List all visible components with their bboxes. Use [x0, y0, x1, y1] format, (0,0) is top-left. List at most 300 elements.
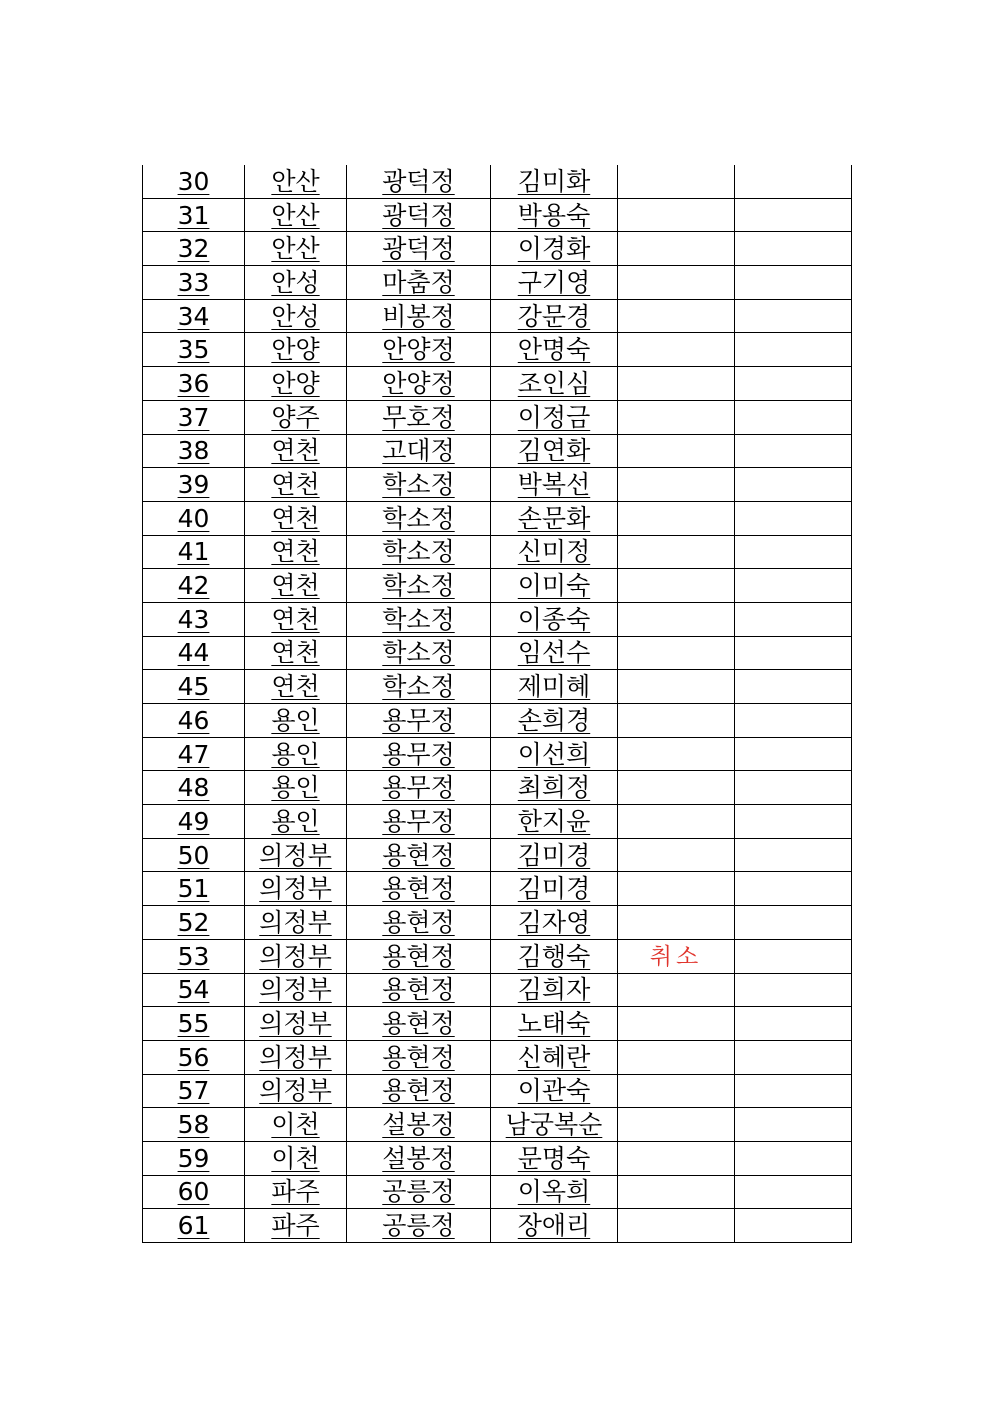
region-cell [245, 737, 347, 771]
member-name-text: 박용숙 [517, 200, 591, 230]
group-cell [347, 670, 491, 704]
blank-cell [735, 569, 852, 603]
blank-cell [735, 771, 852, 805]
member-name-cell [491, 569, 618, 603]
row-number-cell [143, 367, 245, 401]
table-row [143, 165, 852, 198]
row-number-text: 34 [177, 301, 210, 331]
row-number-cell [143, 1007, 245, 1041]
group-cell [347, 367, 491, 401]
note-cell [618, 973, 735, 1007]
group-cell [347, 299, 491, 333]
blank-cell [735, 838, 852, 872]
region-cell [245, 232, 347, 266]
row-number-text: 48 [177, 773, 210, 803]
member-name-cell [491, 636, 618, 670]
group-cell [347, 1175, 491, 1209]
group-text: 학소정 [382, 604, 455, 634]
member-name-cell [491, 1007, 618, 1041]
group-text: 용현정 [382, 941, 455, 971]
note-cell [618, 737, 735, 771]
blank-cell [735, 400, 852, 434]
group-cell [347, 906, 491, 940]
row-number-cell [143, 1141, 245, 1175]
member-name-cell [491, 939, 618, 973]
region-text: 의정부 [259, 1076, 332, 1106]
group-text: 용무정 [382, 773, 455, 803]
row-number-text: 30 [177, 166, 210, 196]
region-cell [245, 333, 347, 367]
note-cell [618, 569, 735, 603]
table-row [143, 535, 852, 569]
region-text: 안산 [271, 200, 320, 230]
table-row [143, 906, 852, 940]
table-row [143, 939, 852, 973]
blank-cell [735, 670, 852, 704]
region-cell [245, 602, 347, 636]
group-cell [347, 771, 491, 805]
member-name-cell [491, 333, 618, 367]
group-cell [347, 1040, 491, 1074]
table-row [143, 434, 852, 468]
note-cell [618, 872, 735, 906]
member-name-text: 이관숙 [517, 1076, 591, 1106]
table-row [143, 1040, 852, 1074]
row-number-cell [143, 198, 245, 232]
note-cell [618, 299, 735, 333]
member-name-text: 강문경 [517, 301, 591, 331]
member-name-text: 이선희 [517, 739, 591, 769]
row-number-cell [143, 1074, 245, 1108]
row-number-text: 55 [177, 1009, 210, 1039]
region-cell [245, 1007, 347, 1041]
group-text: 용현정 [382, 840, 455, 870]
row-number-text: 60 [177, 1177, 210, 1207]
table-row [143, 704, 852, 738]
member-name-cell [491, 535, 618, 569]
region-text: 용인 [271, 806, 320, 836]
group-cell [347, 434, 491, 468]
group-cell [347, 400, 491, 434]
row-number-cell [143, 838, 245, 872]
roster-body [143, 165, 852, 1243]
region-cell [245, 906, 347, 940]
row-number-text: 43 [177, 604, 210, 634]
row-number-text: 59 [177, 1143, 210, 1173]
note-text: 취소 [649, 944, 703, 971]
group-cell [347, 165, 491, 198]
row-number-cell [143, 906, 245, 940]
member-name-cell [491, 232, 618, 266]
group-cell [347, 333, 491, 367]
row-number-cell [143, 333, 245, 367]
region-cell [245, 165, 347, 198]
note-cell [618, 1074, 735, 1108]
blank-cell [735, 1209, 852, 1243]
table-row [143, 468, 852, 502]
blank-cell [735, 468, 852, 502]
member-name-text: 이옥희 [517, 1177, 591, 1207]
member-name-cell [491, 906, 618, 940]
member-name-cell [491, 367, 618, 401]
region-text: 파주 [271, 1211, 320, 1241]
table-row [143, 1175, 852, 1209]
blank-cell [735, 535, 852, 569]
region-cell [245, 805, 347, 839]
group-cell [347, 198, 491, 232]
member-name-text: 손희경 [517, 705, 591, 735]
member-name-text: 김미화 [517, 166, 591, 196]
region-text: 안성 [271, 267, 320, 297]
row-number-cell [143, 535, 245, 569]
region-cell [245, 973, 347, 1007]
region-text: 용인 [271, 773, 320, 803]
group-cell [347, 468, 491, 502]
region-cell [245, 1040, 347, 1074]
blank-cell [735, 266, 852, 300]
blank-cell [735, 704, 852, 738]
group-text: 광덕정 [382, 234, 455, 264]
region-cell [245, 535, 347, 569]
table-row [143, 1141, 852, 1175]
row-number-text: 61 [177, 1211, 210, 1241]
region-text: 연천 [271, 537, 320, 567]
row-number-text: 36 [177, 368, 210, 398]
note-cell [618, 165, 735, 198]
region-text: 연천 [271, 436, 320, 466]
group-cell [347, 1108, 491, 1142]
region-text: 연천 [271, 470, 320, 500]
member-name-cell [491, 165, 618, 198]
note-cell [618, 939, 735, 973]
table-row [143, 367, 852, 401]
row-number-text: 53 [177, 941, 210, 971]
group-text: 용무정 [382, 739, 455, 769]
note-cell [618, 434, 735, 468]
member-name-text: 이미숙 [517, 571, 591, 601]
member-name-text: 손문화 [517, 503, 591, 533]
row-number-text: 56 [177, 1042, 210, 1072]
member-name-text: 남궁복순 [505, 1110, 603, 1140]
region-cell [245, 367, 347, 401]
row-number-cell [143, 434, 245, 468]
note-cell [618, 636, 735, 670]
blank-cell [735, 973, 852, 1007]
row-number-text: 39 [177, 470, 210, 500]
member-name-text: 조인심 [517, 368, 591, 398]
blank-cell [735, 367, 852, 401]
note-cell [618, 602, 735, 636]
member-name-text: 노태숙 [517, 1009, 591, 1039]
note-cell [618, 1175, 735, 1209]
table-row [143, 1074, 852, 1108]
row-number-text: 58 [177, 1110, 210, 1140]
row-number-text: 50 [177, 840, 210, 870]
group-text: 용현정 [382, 975, 455, 1005]
region-text: 용인 [271, 705, 320, 735]
blank-cell [735, 165, 852, 198]
group-cell [347, 1007, 491, 1041]
row-number-text: 33 [177, 267, 210, 297]
member-name-cell [491, 468, 618, 502]
table-row [143, 636, 852, 670]
member-name-cell [491, 838, 618, 872]
row-number-cell [143, 569, 245, 603]
region-cell [245, 838, 347, 872]
group-text: 안양정 [382, 368, 455, 398]
table-row [143, 737, 852, 771]
table-row [143, 872, 852, 906]
region-text: 연천 [271, 638, 320, 668]
member-name-cell [491, 266, 618, 300]
blank-cell [735, 1175, 852, 1209]
region-cell [245, 771, 347, 805]
table-row [143, 198, 852, 232]
note-cell [618, 400, 735, 434]
region-cell [245, 198, 347, 232]
region-text: 이천 [271, 1110, 320, 1140]
group-cell [347, 232, 491, 266]
row-number-cell [143, 602, 245, 636]
group-text: 무호정 [382, 402, 455, 432]
row-number-text: 31 [177, 200, 210, 230]
group-cell [347, 973, 491, 1007]
group-text: 공릉정 [382, 1177, 455, 1207]
table-row [143, 266, 852, 300]
region-text: 용인 [271, 739, 320, 769]
group-cell [347, 266, 491, 300]
roster-table [142, 165, 852, 1243]
member-name-text: 신혜란 [517, 1042, 591, 1072]
group-cell [347, 501, 491, 535]
group-cell [347, 602, 491, 636]
note-cell [618, 198, 735, 232]
region-cell [245, 569, 347, 603]
row-number-text: 38 [177, 436, 210, 466]
row-number-text: 37 [177, 402, 210, 432]
group-text: 고대정 [382, 436, 455, 466]
blank-cell [735, 805, 852, 839]
note-cell [618, 838, 735, 872]
group-text: 마춤정 [382, 267, 455, 297]
group-cell [347, 939, 491, 973]
row-number-cell [143, 636, 245, 670]
region-cell [245, 1141, 347, 1175]
row-number-text: 44 [177, 638, 210, 668]
region-text: 연천 [271, 571, 320, 601]
row-number-cell [143, 266, 245, 300]
group-cell [347, 704, 491, 738]
group-text: 용현정 [382, 1009, 455, 1039]
region-text: 의정부 [259, 874, 332, 904]
table-row [143, 569, 852, 603]
member-name-cell [491, 434, 618, 468]
blank-cell [735, 602, 852, 636]
region-text: 양주 [271, 402, 320, 432]
group-text: 용현정 [382, 1042, 455, 1072]
row-number-cell [143, 1175, 245, 1209]
region-cell [245, 468, 347, 502]
member-name-cell [491, 670, 618, 704]
region-cell [245, 434, 347, 468]
blank-cell [735, 434, 852, 468]
group-text: 용현정 [382, 874, 455, 904]
row-number-text: 42 [177, 571, 210, 601]
row-number-text: 45 [177, 672, 210, 702]
group-cell [347, 1141, 491, 1175]
row-number-cell [143, 1209, 245, 1243]
note-cell [618, 704, 735, 738]
member-name-text: 신미정 [517, 537, 591, 567]
note-cell [618, 805, 735, 839]
row-number-cell [143, 1040, 245, 1074]
row-number-cell [143, 468, 245, 502]
member-name-cell [491, 704, 618, 738]
region-text: 의정부 [259, 907, 332, 937]
table-row [143, 602, 852, 636]
table-row [143, 333, 852, 367]
region-text: 의정부 [259, 840, 332, 870]
group-text: 용현정 [382, 1076, 455, 1106]
member-name-cell [491, 1108, 618, 1142]
table-row [143, 973, 852, 1007]
region-cell [245, 872, 347, 906]
note-cell [618, 266, 735, 300]
member-name-cell [491, 198, 618, 232]
note-cell [618, 1108, 735, 1142]
group-text: 안양정 [382, 335, 455, 365]
row-number-text: 40 [177, 503, 210, 533]
blank-cell [735, 1007, 852, 1041]
table-row [143, 670, 852, 704]
member-name-text: 이종숙 [517, 604, 591, 634]
member-name-cell [491, 973, 618, 1007]
row-number-cell [143, 670, 245, 704]
member-name-text: 한지윤 [517, 806, 591, 836]
note-cell [618, 535, 735, 569]
region-text: 안성 [271, 301, 320, 331]
group-cell [347, 872, 491, 906]
table-row [143, 1007, 852, 1041]
group-cell [347, 805, 491, 839]
note-cell [618, 670, 735, 704]
region-text: 의정부 [259, 1042, 332, 1072]
group-cell [347, 569, 491, 603]
member-name-cell [491, 805, 618, 839]
row-number-text: 54 [177, 975, 210, 1005]
note-cell [618, 367, 735, 401]
table-row [143, 299, 852, 333]
group-text: 공릉정 [382, 1211, 455, 1241]
group-text: 학소정 [382, 470, 455, 500]
region-text: 연천 [271, 604, 320, 634]
row-number-cell [143, 299, 245, 333]
region-text: 의정부 [259, 1009, 332, 1039]
region-text: 이천 [271, 1143, 320, 1173]
member-name-text: 장애리 [517, 1211, 591, 1241]
note-cell [618, 906, 735, 940]
region-text: 의정부 [259, 975, 332, 1005]
member-name-text: 김미경 [517, 874, 591, 904]
group-text: 학소정 [382, 571, 455, 601]
region-cell [245, 670, 347, 704]
member-name-text: 박복선 [517, 470, 591, 500]
member-name-text: 김행숙 [517, 941, 591, 971]
member-name-text: 이정금 [517, 402, 591, 432]
row-number-text: 52 [177, 907, 210, 937]
group-text: 광덕정 [382, 200, 455, 230]
region-cell [245, 501, 347, 535]
region-cell [245, 266, 347, 300]
note-cell [618, 1040, 735, 1074]
group-text: 비봉정 [382, 301, 455, 331]
table-row [143, 1209, 852, 1243]
member-name-text: 임선수 [517, 638, 591, 668]
table-row [143, 400, 852, 434]
row-number-cell [143, 771, 245, 805]
member-name-cell [491, 299, 618, 333]
member-name-text: 김미경 [517, 840, 591, 870]
group-text: 학소정 [382, 638, 455, 668]
region-text: 의정부 [259, 941, 332, 971]
group-cell [347, 838, 491, 872]
row-number-text: 57 [177, 1076, 210, 1106]
blank-cell [735, 1108, 852, 1142]
region-cell [245, 939, 347, 973]
blank-cell [735, 232, 852, 266]
note-cell [618, 1141, 735, 1175]
member-name-text: 김희자 [517, 975, 591, 1005]
member-name-cell [491, 501, 618, 535]
member-name-cell [491, 400, 618, 434]
note-cell [618, 771, 735, 805]
row-number-cell [143, 737, 245, 771]
blank-cell [735, 333, 852, 367]
table-row [143, 771, 852, 805]
note-cell [618, 468, 735, 502]
member-name-cell [491, 1175, 618, 1209]
row-number-cell [143, 939, 245, 973]
row-number-cell [143, 805, 245, 839]
member-name-cell [491, 737, 618, 771]
row-number-text: 41 [177, 537, 210, 567]
member-name-cell [491, 1141, 618, 1175]
region-cell [245, 704, 347, 738]
group-text: 용무정 [382, 806, 455, 836]
blank-cell [735, 939, 852, 973]
row-number-text: 47 [177, 739, 210, 769]
table-row [143, 805, 852, 839]
blank-cell [735, 299, 852, 333]
member-name-text: 김연화 [517, 436, 591, 466]
region-cell [245, 299, 347, 333]
table-row [143, 838, 852, 872]
region-cell [245, 1209, 347, 1243]
group-cell [347, 1074, 491, 1108]
region-text: 연천 [271, 672, 320, 702]
member-name-text: 최희정 [517, 773, 591, 803]
member-name-text: 김자영 [517, 907, 591, 937]
group-text: 학소정 [382, 672, 455, 702]
member-name-text: 문명숙 [517, 1143, 591, 1173]
row-number-cell [143, 872, 245, 906]
group-cell [347, 535, 491, 569]
region-text: 안산 [271, 166, 320, 196]
member-name-cell [491, 602, 618, 636]
table-row [143, 1108, 852, 1142]
group-text: 용무정 [382, 705, 455, 735]
group-text: 학소정 [382, 537, 455, 567]
